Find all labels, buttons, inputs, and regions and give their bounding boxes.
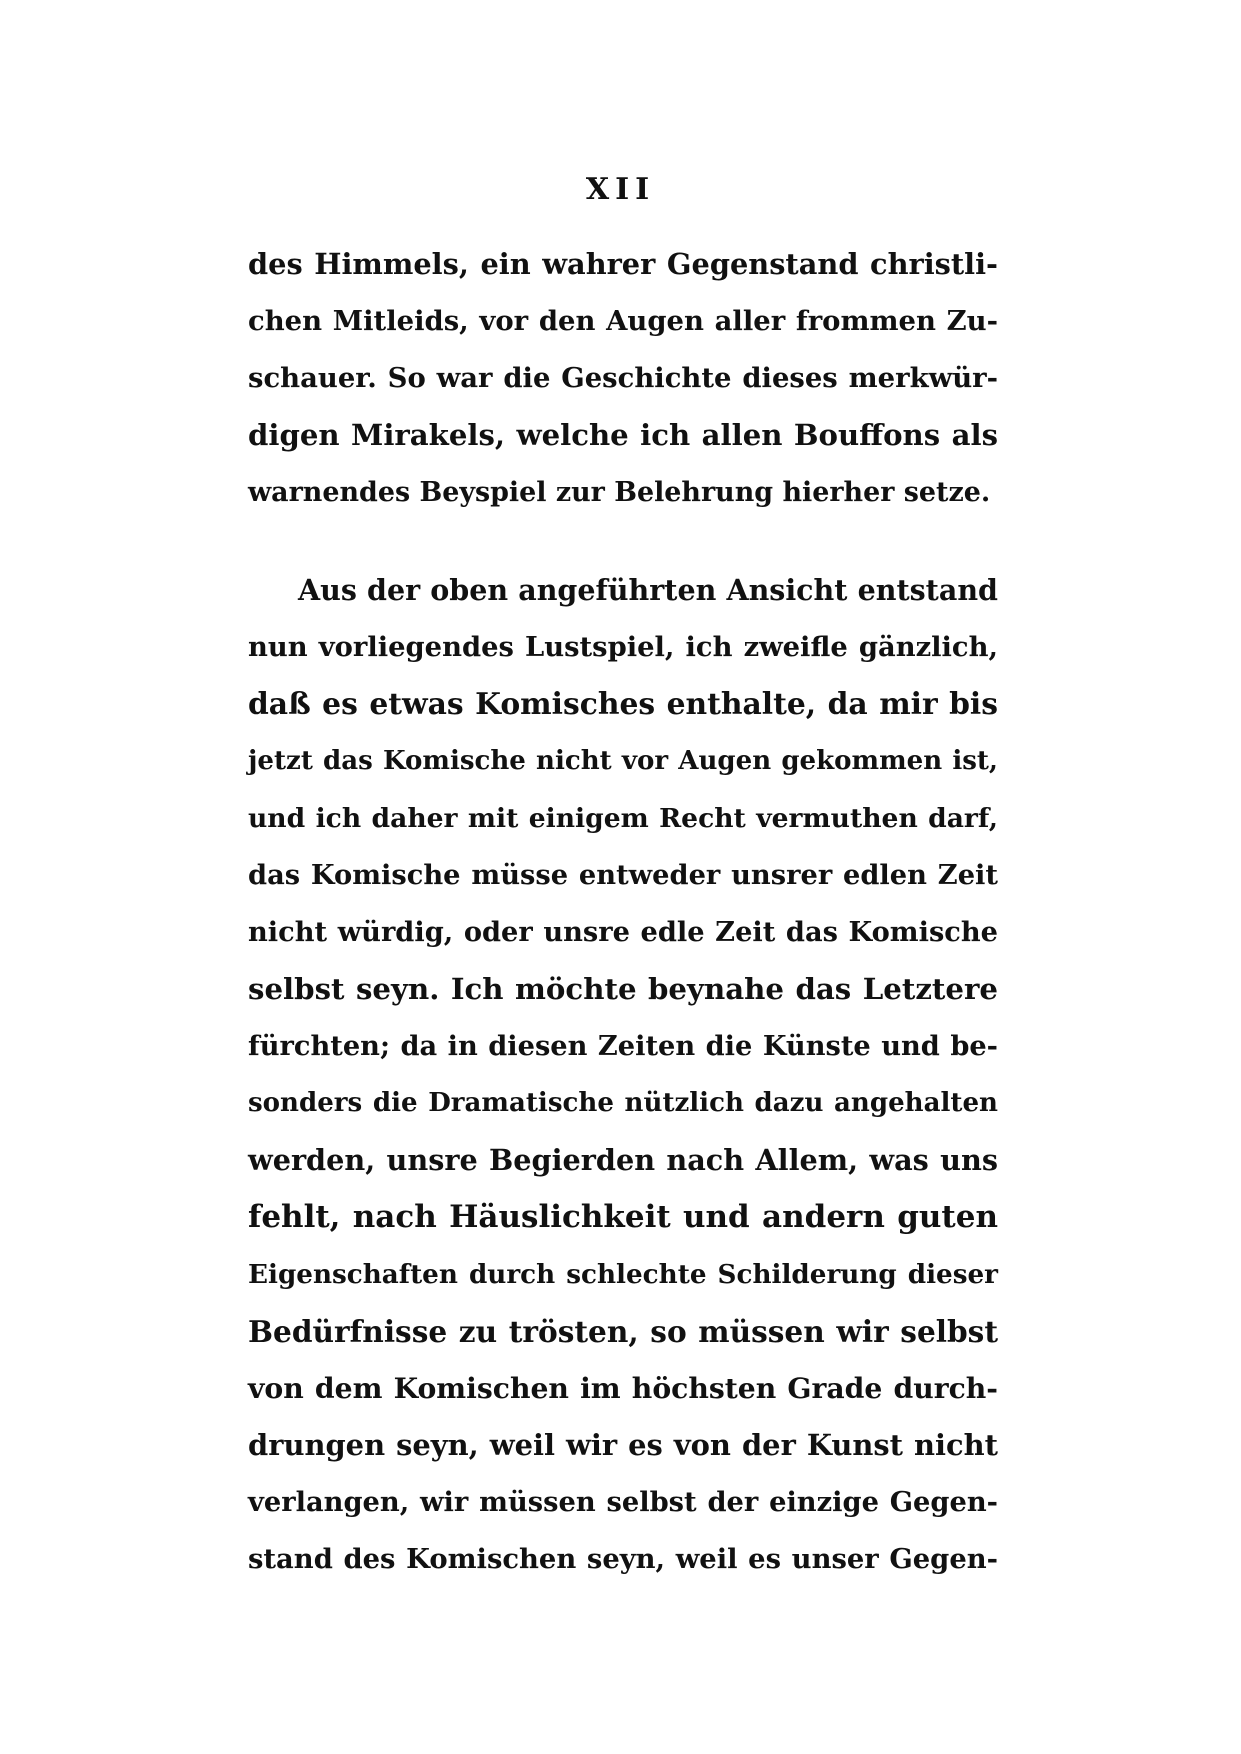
text-line: drungen seyn, weil wir es von der Kunst nicht	[248, 1428, 998, 1462]
text-line: stand des Komischen seyn, weil es unser Gegen-	[248, 1543, 998, 1575]
paragraph-continued	[248, 236, 998, 521]
text-line: werden, unsre Begierden nach Allem, was uns	[248, 1143, 998, 1177]
page-number: XII	[585, 172, 656, 207]
text-line: sonders die Dramatische nützlich dazu angehalten	[248, 1088, 998, 1118]
text-line: fehlt, nach Häuslichkeit und andern guten	[248, 1199, 998, 1235]
text-line: Bedürfnisse zu trösten, so müssen wir selbst	[248, 1314, 998, 1349]
text-line: daß es etwas Komisches enthalte, da mir bis	[248, 687, 998, 722]
text-line: von dem Komischen im höchsten Grade durch-	[248, 1371, 998, 1405]
text-line: Eigenschaften durch schlechte Schilderung dieser	[248, 1259, 998, 1290]
text-line: verlangen, wir müssen selbst der einzige Gegen-	[248, 1486, 998, 1518]
text-line: jetzt das Komische nicht vor Augen gekommen ist,	[248, 746, 998, 776]
text-line: digen Mirakels, welche ich allen Bouffons als	[248, 418, 998, 452]
text-line: das Komische müsse entweder unsrer edlen Zeit	[248, 859, 998, 891]
text-line: und ich daher mit einigem Recht vermuthen darf,	[248, 803, 998, 834]
text-line: nun vorliegendes Lustspiel, ich zweifle gänzlich,	[248, 631, 998, 663]
text-line: chen Mitleids, vor den Augen aller frommen Zu-	[248, 305, 998, 337]
text-line: fürchten; da in diesen Zeiten die Künste und be-	[248, 1030, 998, 1062]
text-line: warnendes Beyspiel zur Belehrung hierher setze.	[248, 477, 991, 508]
paragraph-main	[248, 562, 998, 1588]
text-line: nicht würdig, oder unsre edle Zeit das Komische	[248, 916, 998, 948]
text-line: Aus der oben angeführten Ansicht entstand	[298, 573, 998, 607]
text-line: selbst seyn. Ich möchte beynahe das Letztere	[248, 972, 998, 1006]
text-line: des Himmels, ein wahrer Gegenstand christli-	[248, 247, 998, 281]
text-line: schauer. So war die Geschichte dieses merkwür-	[248, 362, 998, 394]
